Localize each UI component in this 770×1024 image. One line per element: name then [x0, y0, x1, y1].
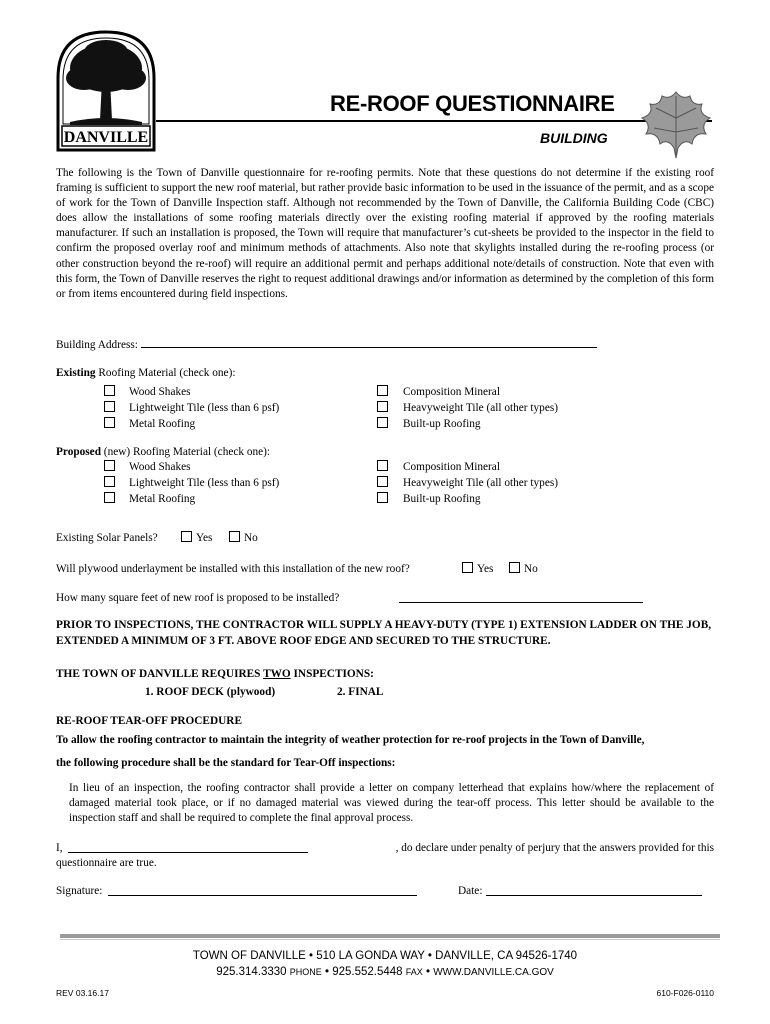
existing-lightweight-tile-checkbox[interactable] [104, 401, 115, 412]
form-number: 610-F026-0110 [656, 988, 714, 998]
proposed-heading-rest: (new) Roofing Material (check one): [100, 446, 271, 458]
footer-fax: 925.552.5448 [332, 966, 403, 978]
inspections-heading-post: INSPECTIONS: [290, 668, 374, 680]
footer-rule-shadow [60, 939, 720, 940]
existing-heading-bold: Existing [56, 367, 96, 379]
existing-option-label: Built-up Roofing [403, 418, 481, 430]
danville-logo [56, 30, 156, 152]
plywood-no-checkbox[interactable] [509, 562, 520, 573]
solar-yes-label: Yes [196, 532, 213, 544]
inspection-item-roof-deck: 1. ROOF DECK (plywood) [145, 686, 276, 698]
existing-composition-mineral-checkbox[interactable] [377, 385, 388, 396]
existing-option-label: Heavyweight Tile (all other types) [403, 402, 558, 414]
footer-website-link[interactable]: WWW.DANVILLE.CA.GOV [433, 967, 554, 978]
signature-label: Signature: [56, 885, 103, 897]
plywood-question: Will plywood underlayment be installed with this installation of the new roof? [56, 563, 410, 575]
footer-street: 510 LA GONDA WAY [316, 950, 425, 962]
logo-text: DANVILLE [63, 129, 149, 146]
inspections-heading [56, 667, 374, 682]
proposed-lightweight-tile-checkbox[interactable] [104, 476, 115, 487]
header-rule [156, 120, 712, 122]
footer-town: TOWN OF DANVILLE [192, 950, 306, 962]
tearoff-heading: RE-ROOF TEAR-OFF PROCEDURE [56, 715, 242, 727]
solar-no-checkbox[interactable] [229, 531, 240, 542]
proposed-built-up-roofing-checkbox[interactable] [377, 492, 388, 503]
existing-built-up-roofing-checkbox[interactable] [377, 417, 388, 428]
existing-heading [56, 366, 235, 381]
building-address-label: Building Address: [56, 339, 138, 351]
existing-option-label: Lightweight Tile (less than 6 psf) [129, 402, 280, 414]
proposed-option-label: Heavyweight Tile (all other types) [403, 477, 558, 489]
solar-no-label: No [244, 532, 258, 544]
plywood-yes-label: Yes [477, 563, 494, 575]
existing-metal-roofing-checkbox[interactable] [104, 417, 115, 428]
proposed-heading [56, 445, 270, 460]
building-address-row [56, 336, 597, 353]
plywood-yes-checkbox[interactable] [462, 562, 473, 573]
solar-question: Existing Solar Panels? [56, 532, 158, 544]
tearoff-intro-line1: To allow the roofing contractor to maintain the integrity of weather protection for re-roof projects in the Town of Danville, [56, 734, 645, 746]
date-input[interactable] [486, 884, 702, 896]
footer-fax-label: FAX [405, 967, 423, 977]
tearoff-bullet-text: In lieu of an inspection, the roofing contractor shall provide a letter on company letterhead that explains how/where the replacement of damaged material took place, or if no damaged material was viewed during the tear-off process. This letter should be available to the inspection staff and shall be required to complete the final approval process. [69, 782, 714, 825]
footer-address: TOWN OF DANVILLE • 510 LA GONDA WAY • DANVILLE, CA 94526-1740 [192, 950, 578, 962]
revision-label: REV 03.16.17 [56, 988, 109, 998]
plywood-no-label: No [524, 563, 538, 575]
declaration-suffix: , do declare under penalty of perjury that the answers provided for this [395, 842, 714, 854]
existing-heading-rest: Roofing Material (check one): [95, 367, 236, 379]
proposed-option-label: Metal Roofing [129, 493, 196, 505]
ladder-notice: PRIOR TO INSPECTIONS, THE CONTRACTOR WILL SUPPLY A HEAVY-DUTY (TYPE 1) EXTENSION LADDER ON THE JOB, EXTENDED A MINIMUM OF 3 FT. ABOVE ROOF EDGE AND SECURED TO THE STRUCTURE. [56, 619, 712, 647]
existing-option-label: Metal Roofing [129, 418, 196, 430]
footer-rule [60, 934, 720, 938]
proposed-option-label: Composition Mineral [403, 461, 500, 473]
proposed-heading-bold: Proposed [56, 446, 101, 458]
proposed-option-label: Wood Shakes [129, 461, 191, 473]
proposed-option-label: Built-up Roofing [403, 493, 481, 505]
footer-city: DANVILLE, CA 94526-1740 [435, 950, 578, 962]
footer-phone-label: PHONE [289, 967, 322, 977]
inspections-heading-pre: THE TOWN OF DANVILLE REQUIRES [56, 668, 264, 680]
tearoff-intro-line2: the following procedure shall be the standard for Tear-Off inspections: [56, 757, 396, 769]
inspection-item-final: 2. FINAL [337, 686, 384, 698]
signature-input[interactable] [108, 884, 417, 896]
proposed-wood-shakes-checkbox[interactable] [104, 460, 115, 471]
footer-contact: 925.314.3330 PHONE • 925.552.5448 FAX • WWW.DANVILLE.CA.GOV [216, 966, 554, 978]
existing-option-label: Composition Mineral [403, 386, 500, 398]
oak-leaf-icon [636, 88, 716, 160]
declarant-name-input[interactable] [68, 841, 308, 853]
sqft-input[interactable] [399, 591, 643, 603]
building-address-input[interactable] [141, 336, 597, 348]
date-label: Date: [458, 885, 483, 897]
proposed-heavyweight-tile-checkbox[interactable] [377, 476, 388, 487]
department-label: BUILDING [540, 130, 608, 146]
existing-wood-shakes-checkbox[interactable] [104, 385, 115, 396]
proposed-metal-roofing-checkbox[interactable] [104, 492, 115, 503]
proposed-option-label: Lightweight Tile (less than 6 psf) [129, 477, 280, 489]
proposed-composition-mineral-checkbox[interactable] [377, 460, 388, 471]
sqft-question: How many square feet of new roof is proposed to be installed? [56, 592, 340, 604]
declaration-line2: questionnaire are true. [56, 857, 157, 869]
declaration-prefix: I, [56, 842, 63, 854]
existing-heavyweight-tile-checkbox[interactable] [377, 401, 388, 412]
existing-option-label: Wood Shakes [129, 386, 191, 398]
intro-paragraph: The following is the Town of Danville questionnaire for re-roofing permits. Note that these questions do not determine if the existing roof framing is sufficient to support the new roof material, but rather provide basic information to be used in the issuance of the permit, and as a scope of work for the Town of Danville Inspection staff. Although not recommended by the Town of Danville, the California Building Code (CBC) does allow the installations of some roofing materials directly over the existing roofing material if approved by the roofing materials manufacturer. If such an installation is proposed, the Town will require that manufacturer’s cut-sheets be provided to the inspector in the field to confirm the proposed overlay roof and minimum methods of attachments. Also note that skylights installed during the re-roofing process (or other construction beyond the re-roof) will require an additional permit and perhaps additional note/details of construction. Note that even with this form, the Town of Danville reserves the right to request additional drawings and/or information as determined by the completion of this form or from items encountered during field inspections. [56, 167, 714, 300]
footer-phone: 925.314.3330 [216, 966, 287, 978]
inspections-heading-two: TWO [263, 668, 291, 680]
page-title: RE-ROOF QUESTIONNAIRE [330, 91, 615, 116]
solar-yes-checkbox[interactable] [181, 531, 192, 542]
